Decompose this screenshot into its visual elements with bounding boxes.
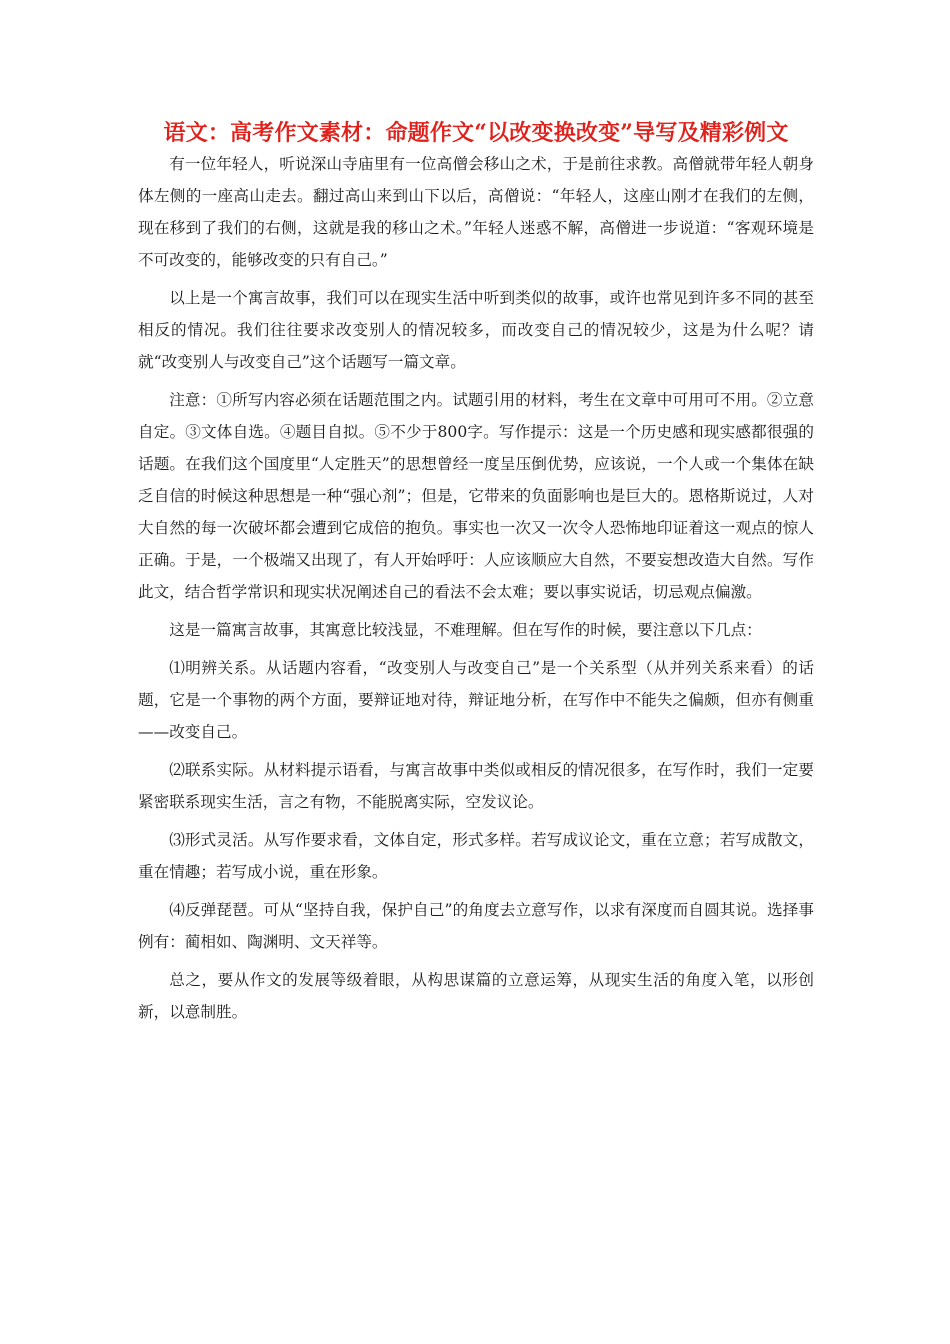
- document-page: [138, 118, 814, 1028]
- paragraph-point-1: ⑴明辨关系。从话题内容看，“改变别人与改变自己”是一个关系型（从并列关系来看）的话题，它是一个事物的两个方面，要辩证地对待，辩证地分析，在写作中不能失之偏颇，但亦有侧重——改变自己。: [138, 659, 814, 741]
- paragraph-notes: 注意：①所写内容必须在话题范围之内。试题引用的材料，考生在文章中可用可不用。②立意自定。③文体自选。④题目自拟。⑤不少于800字。写作提示：这是一个历史感和现实感都很强的话题。在我们这个国度里“人定胜天”的思想曾经一度呈压倒优势，应该说，一个人或一个集体在缺乏自信的时候这种思想是一种“强心剂”；但是，它带来的负面影响也是巨大的。恩格斯说过，人对大自然的每一次破坏都会遭到它成倍的抱负。事实也一次又一次令人恐怖地印证着这一观点的惊人正确。于是，一个极端又出现了，有人开始呼吁：人应该顺应大自然，不要妄想改造大自然。写作此文，结合哲学常识和现实状况阐述自己的看法不会太难；要以事实说话，切忌观点偏激。: [138, 391, 814, 601]
- paragraph-summary: 总之，要从作文的发展等级着眼，从构思谋篇的立意运筹，从现实生活的角度入笔，以形创新，以意制胜。: [138, 971, 814, 1021]
- paragraph-prompt: 以上是一个寓言故事，我们可以在现实生活中听到类似的故事，或许也常见到许多不同的甚至相反的情况。我们往往要求改变别人的情况较多，而改变自己的情况较少，这是为什么呢？请就“改变别人与改变自己”这个话题写一篇文章。: [138, 289, 814, 371]
- paragraph-point-2: ⑵联系实际。从材料提示语看，与寓言故事中类似或相反的情况很多，在写作时，我们一定要紧密联系现实生活，言之有物，不能脱离实际，空发议论。: [138, 761, 814, 811]
- paragraph-point-4: ⑷反弹琵琶。可从“坚持自我，保护自己”的角度去立意写作，以求有深度而自圆其说。选择事例有：蔺相如、陶渊明、文天祥等。: [138, 901, 814, 951]
- paragraph-intro-points: 这是一篇寓言故事，其寓意比较浅显，不难理解。但在写作的时候，要注意以下几点：: [169, 621, 762, 639]
- paragraph-story: 有一位年轻人，听说深山寺庙里有一位高僧会移山之术，于是前往求教。高僧就带年轻人朝身体左侧的一座高山走去。翻过高山来到山下以后，高僧说：“年轻人，这座山刚才在我们的左侧，现在移到了我们的右侧，这就是我的移山之术。”年轻人迷惑不解，高僧进一步说道：“客观环境是不可改变的，能够改变的只有自己。”: [138, 155, 814, 269]
- document-title: 语文：高考作文素材：命题作文“以改变换改变”导写及精彩例文: [163, 120, 789, 146]
- paragraph-point-3: ⑶形式灵活。从写作要求看，文体自定，形式多样。若写成议论文，重在立意；若写成散文，重在情趣；若写成小说，重在形象。: [138, 831, 814, 881]
